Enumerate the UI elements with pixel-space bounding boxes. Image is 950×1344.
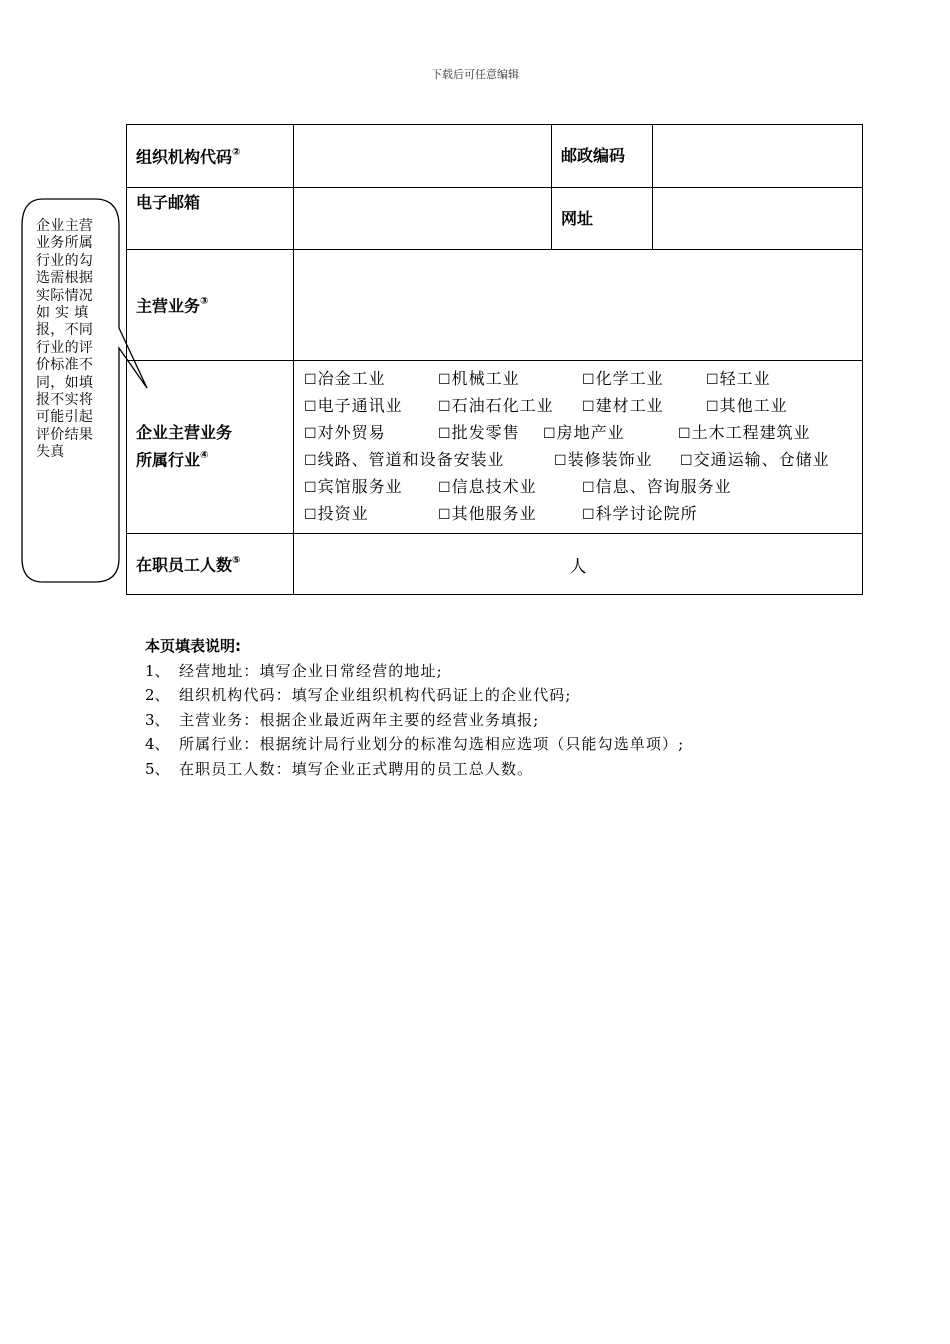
checkbox-icon[interactable]: ☐ (554, 453, 567, 469)
checkbox-icon[interactable]: ☐ (582, 507, 595, 523)
watermark-text: 下载后可任意编辑 (431, 68, 519, 81)
checkbox-icon[interactable]: ☐ (582, 399, 595, 415)
checkbox-icon[interactable]: ☐ (543, 426, 556, 442)
staff-count-field[interactable] (294, 534, 863, 595)
industry-option-consulting[interactable]: ☐信息、咨询服务业 (582, 477, 732, 496)
instruction-item: 1、 经营地址：填写企业日常经营的地址; (145, 661, 443, 680)
checkbox-icon[interactable]: ☐ (438, 426, 451, 442)
industry-option-wholesale-retail[interactable]: ☐批发零售 (438, 423, 520, 442)
callout-line: 行业的评 (36, 339, 94, 356)
industry-option-decoration[interactable]: ☐装修装饰业 (554, 450, 653, 469)
industry-option-petrochemical[interactable]: ☐石油石化工业 (438, 396, 554, 415)
industry-option-chemical[interactable]: ☐化学工业 (582, 369, 664, 388)
industry-row (304, 501, 862, 528)
instructions-title: 本页填表说明: (145, 637, 241, 655)
staff-count-label: 在职员工人数⑤ (127, 534, 294, 595)
callout-line: 选需根据 (36, 270, 94, 287)
org-code-field[interactable] (294, 125, 552, 188)
callout-line: 评价结果 (36, 426, 94, 443)
callout-line: 如 实 填 (36, 305, 89, 322)
main-business-label: 主营业务③ (127, 250, 294, 361)
callout-line: 报，不同 (36, 322, 94, 339)
checkbox-icon[interactable]: ☐ (304, 480, 317, 496)
industry-option-light[interactable]: ☐轻工业 (706, 369, 771, 388)
checkbox-icon[interactable]: ☐ (582, 372, 595, 388)
callout-line: 实际情况 (36, 287, 94, 304)
postcode-field[interactable] (653, 125, 863, 188)
industry-option-research[interactable]: ☐科学讨论院所 (582, 504, 698, 523)
callout-line: 可能引起 (36, 409, 94, 426)
checkbox-icon[interactable]: ☐ (438, 372, 451, 388)
callout-line: 业务所属 (36, 235, 94, 252)
website-field[interactable] (653, 188, 863, 250)
industry-option-investment[interactable]: ☐投资业 (304, 504, 369, 523)
enterprise-info-form (126, 124, 863, 595)
checkbox-icon[interactable]: ☐ (582, 480, 595, 496)
callout-line: 行业的勾 (36, 252, 94, 269)
checkbox-icon[interactable]: ☐ (304, 453, 317, 469)
industry-row (304, 393, 862, 420)
checkbox-icon[interactable]: ☐ (706, 372, 719, 388)
checkbox-icon[interactable]: ☐ (304, 372, 317, 388)
industry-option-transport-storage[interactable]: ☐交通运输、仓储业 (680, 450, 830, 469)
form-instructions (145, 634, 684, 782)
industry-option-civil-engineering[interactable]: ☐土木工程建筑业 (678, 423, 811, 442)
instruction-item: 2、 组织机构代码：填写企业组织机构代码证上的企业代码; (145, 686, 572, 705)
industry-option-other-services[interactable]: ☐其他服务业 (438, 504, 537, 523)
callout-line: 价标准不 (36, 357, 94, 374)
callout-note (21, 198, 119, 582)
industry-option-installation[interactable]: ☐线路、管道和设备安装业 (304, 450, 505, 469)
staff-count-unit: 人 (569, 556, 587, 577)
instruction-item: 5、 在职员工人数：填写企业正式聘用的员工总人数。 (145, 759, 534, 778)
checkbox-icon[interactable]: ☐ (438, 480, 451, 496)
checkbox-icon[interactable]: ☐ (438, 399, 451, 415)
instruction-item: 3、 主营业务：根据企业最近两年主要的经营业务填报; (145, 710, 540, 729)
industry-option-hotel[interactable]: ☐宾馆服务业 (304, 477, 403, 496)
industry-label-line: 所属行业④ (136, 450, 209, 470)
industry-option-building-materials[interactable]: ☐建材工业 (582, 396, 664, 415)
org-code-label: 组织机构代码② (127, 125, 294, 188)
checkbox-icon[interactable]: ☐ (680, 453, 693, 469)
callout-line: 失真 (36, 444, 65, 461)
checkbox-icon[interactable]: ☐ (438, 507, 451, 523)
website-label: 网址 (552, 188, 653, 250)
industry-row (304, 447, 862, 474)
industry-option-telecom[interactable]: ☐电子通讯业 (304, 396, 403, 415)
industry-option-machinery[interactable]: ☐机械工业 (438, 369, 520, 388)
callout-text (36, 218, 106, 462)
checkbox-icon[interactable]: ☐ (304, 507, 317, 523)
checkbox-icon[interactable]: ☐ (706, 399, 719, 415)
callout-line: 企业主营 (36, 218, 94, 234)
industry-label (127, 361, 294, 534)
postcode-label: 邮政编码 (552, 125, 653, 188)
industry-options (294, 361, 863, 534)
industry-row (304, 474, 862, 501)
checkbox-icon[interactable]: ☐ (678, 426, 691, 442)
industry-row (304, 366, 862, 393)
checkbox-icon[interactable]: ☐ (304, 399, 317, 415)
email-field[interactable] (294, 188, 552, 250)
industry-option-metallurgy[interactable]: ☐冶金工业 (304, 369, 386, 388)
industry-row (304, 420, 862, 447)
industry-option-foreign-trade[interactable]: ☐对外贸易 (304, 423, 386, 442)
main-business-field[interactable] (294, 250, 863, 361)
email-label: 电子邮箱 (127, 188, 294, 250)
checkbox-icon[interactable]: ☐ (304, 426, 317, 442)
callout-line: 报不实将 (36, 392, 94, 409)
callout-line: 同，如填 (36, 374, 94, 391)
industry-option-other-industry[interactable]: ☐其他工业 (706, 396, 788, 415)
instruction-item: 4、 所属行业：根据统计局行业划分的标准勾选相应选项（只能勾选单项）; (145, 735, 685, 754)
industry-option-real-estate[interactable]: ☐房地产业 (543, 423, 625, 442)
industry-label-line: 企业主营业务 (136, 423, 233, 443)
industry-option-it[interactable]: ☐信息技术业 (438, 477, 537, 496)
